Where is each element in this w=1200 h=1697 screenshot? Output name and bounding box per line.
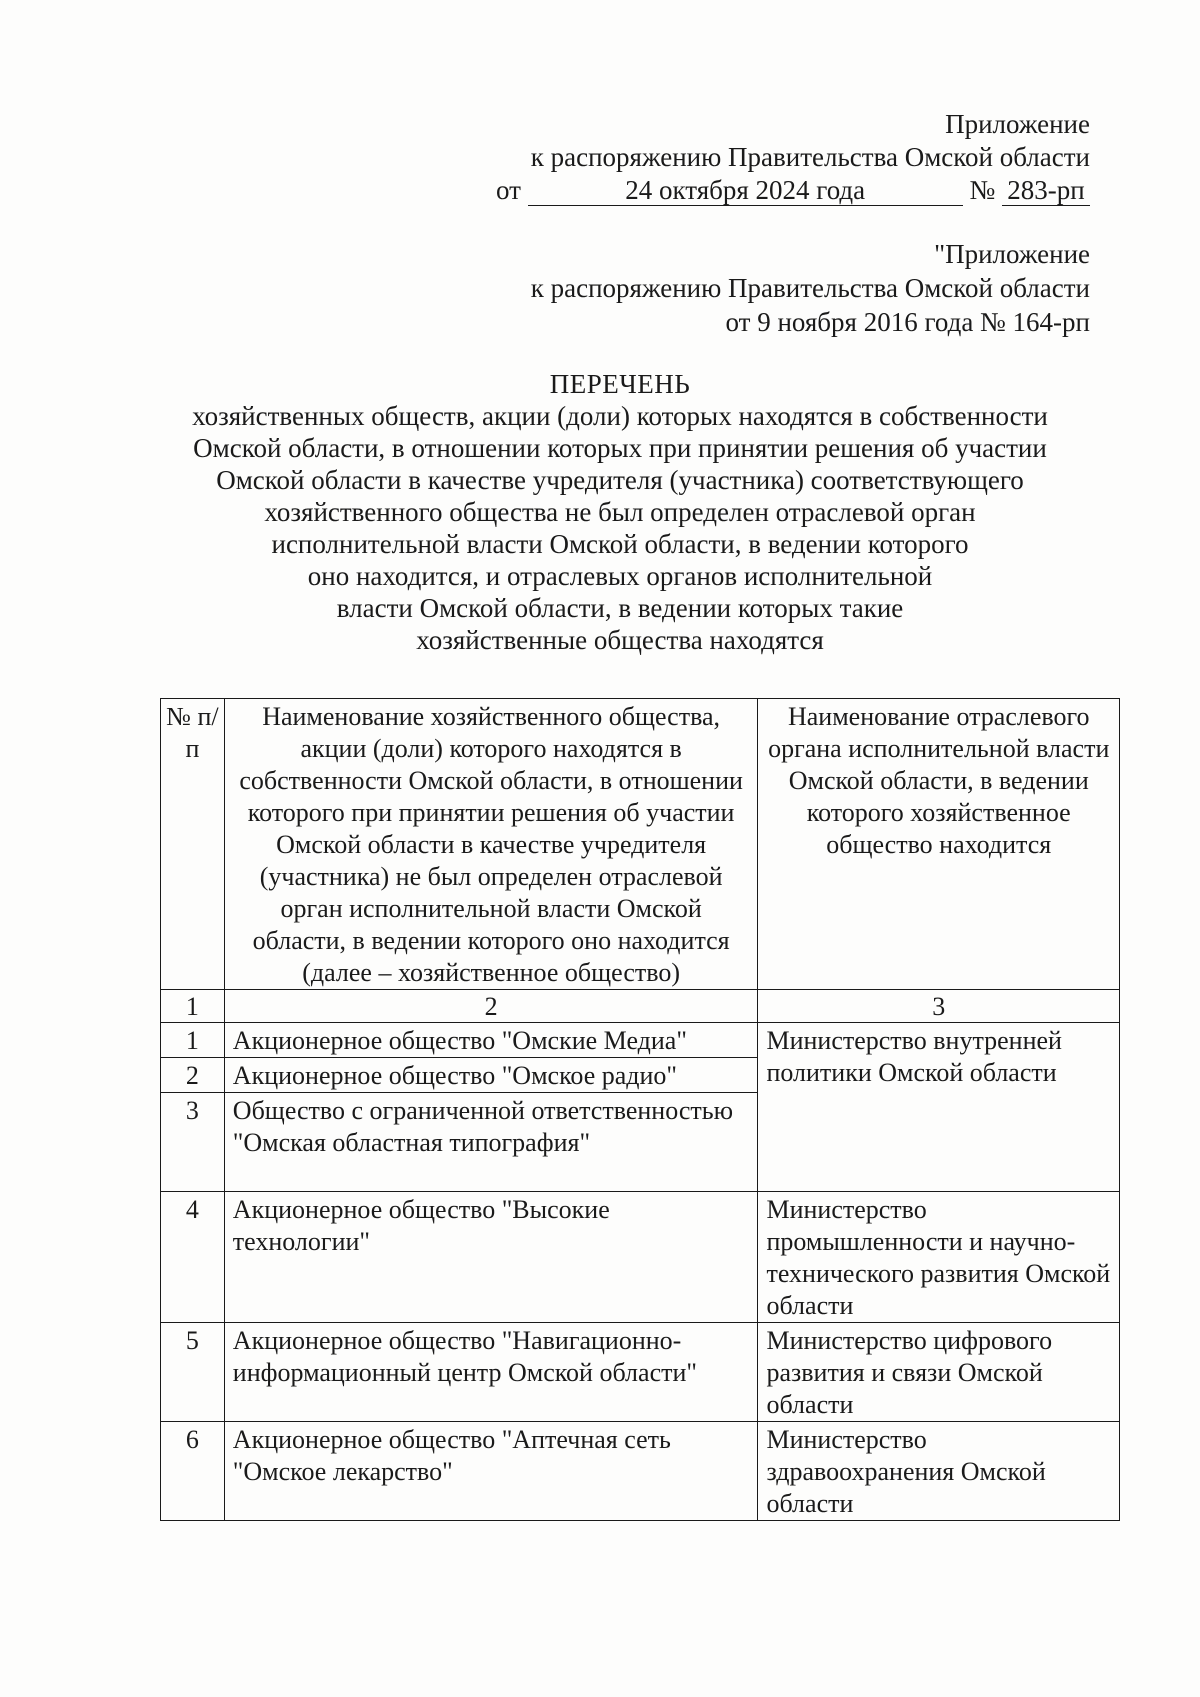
table-row [161,1023,1120,1058]
annex-block [496,108,1090,207]
table-header-row [161,699,1120,990]
row-number: 6 [161,1422,225,1521]
company-name: Акционерное общество "Омское радио" [224,1058,758,1093]
previous-annex-block [531,237,1090,339]
company-name: Акционерное общество "Аптечная сеть "Омское лекарство" [224,1422,758,1521]
previous-annex-date: от 9 ноября 2016 года № 164-рп [725,307,1090,337]
company-name: Общество с ограниченной ответственностью "Омская областная типография" [224,1093,758,1192]
table-row [161,1192,1120,1323]
companies-table [160,698,1120,1521]
annex-order-ref: к распоряжению Правительства Омской области [530,142,1090,172]
table-row [161,1422,1120,1521]
authority-name: Министерство внутренней политики Омской области [758,1023,1120,1192]
previous-annex-title: "Приложение [934,239,1090,269]
header-company: Наименование хозяйственного общества, акции (доли) которого находятся в собственности Омской области, в отношении которого при принятии решения об участии Омской области в качестве учредителя (участника) не был определен отраслевой орган исполнительной власти Омской области, в ведении которого оно находится (далее – хозяйственное общество) [224,699,758,990]
row-number: 3 [161,1093,225,1192]
header-number: № п/п [161,699,225,990]
from-label: от [496,175,521,205]
order-number: 283-рп [1002,175,1090,206]
number-label: № [969,175,996,205]
title-line: оно находится, и отраслевых органов исполнительной [307,561,933,591]
row-number: 4 [161,1192,225,1323]
order-date: 24 октября 2024 года [528,175,963,206]
column-number-row [161,990,1120,1023]
title-heading: ПЕРЕЧЕНЬ [549,369,691,399]
row-number: 1 [161,1023,225,1058]
annex-title: Приложение [945,109,1090,139]
company-name: Акционерное общество "Навигационно-информационный центр Омской области" [224,1323,758,1422]
company-name: Акционерное общество "Высокие технологии" [224,1192,758,1323]
authority-name: Министерство здравоохранения Омской области [758,1422,1120,1521]
title-line: Омской области, в отношении которых при принятии решения об участии [193,433,1047,463]
title-line: хозяйственные общества находятся [416,625,824,655]
authority-name: Министерство цифрового развития и связи Омской области [758,1323,1120,1422]
previous-annex-order-ref: к распоряжению Правительства Омской области [530,273,1090,303]
title-line: хозяйственных обществ, акции (доли) которых находятся в собственности [192,401,1048,431]
document-title [150,368,1090,656]
title-line: Омской области в качестве учредителя (участника) соответствующего [216,465,1024,495]
annex-date-line [496,174,1090,207]
table-row [161,1323,1120,1422]
authority-name: Министерство промышленности и научно-технического развития Омской области [758,1192,1120,1323]
row-number: 2 [161,1058,225,1093]
title-line: власти Омской области, в ведении которых такие [336,593,904,623]
row-number: 5 [161,1323,225,1422]
column-number: 3 [758,990,1120,1023]
title-line: хозяйственного общества не был определен отраслевой орган [264,497,976,527]
company-name: Акционерное общество "Омские Медиа" [224,1023,758,1058]
title-line: исполнительной власти Омской области, в ведении которого [271,529,969,559]
header-authority: Наименование отраслевого органа исполнительной власти Омской области, в ведении которого хозяйственное общество находится [758,699,1120,990]
column-number: 2 [224,990,758,1023]
column-number: 1 [161,990,225,1023]
